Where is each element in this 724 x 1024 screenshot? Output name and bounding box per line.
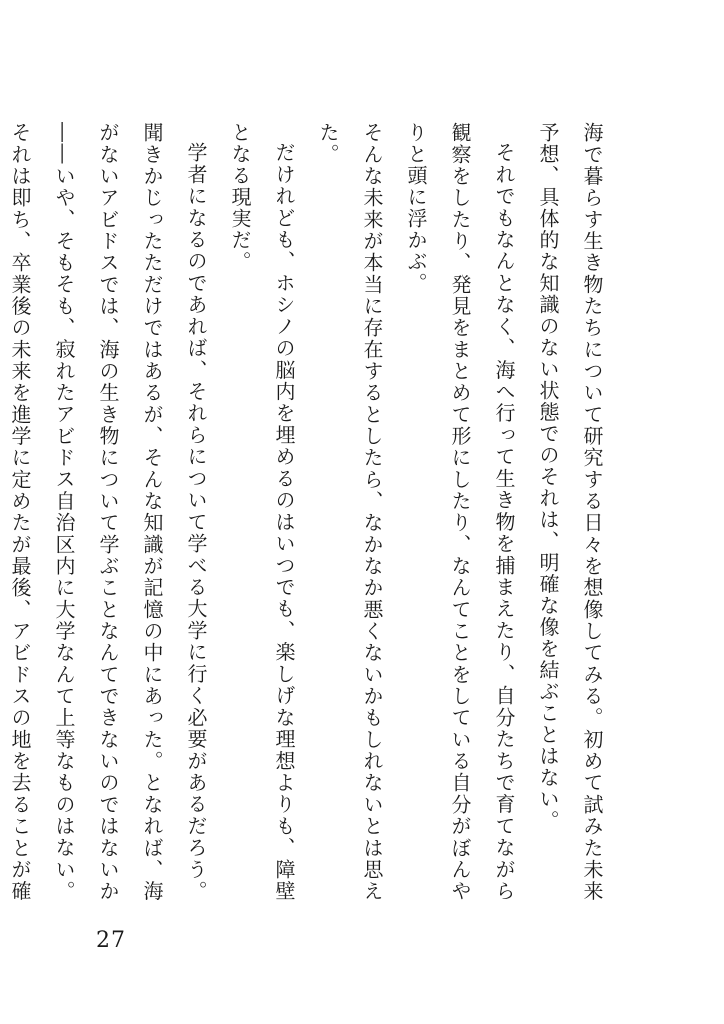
paragraph-1: 海で暮らす生き物たちについて研究する日々を想像してみる。初めて試みた未来予想、具体的な知識のない状態でのそれは、明確な像を結ぶことはない。 bbox=[536, 122, 604, 902]
paragraph-5: 学者になるのであれば、それらについて学べる大学に行く必要があるだろう。聞きかじったただけではあるが、そんな知識が記憶の中にあった。となれば、海がないアビドスでは、海の生き物について学ぶことなんてできないのではないか――いや、そもそも、寂れたアビドス自治区内に大学なんて上等なものはない。それは即ち、卒業後の未来を進学に定めたが最後、アビドスの地を去ることが確 bbox=[8, 122, 208, 902]
vertical-text-body bbox=[8, 122, 614, 902]
paragraph-2: それでもなんとなく、海へ行って生き物を捕まえたり、自分たちで育てながら観察をしたり、発見をまとめて形にしたり、なんてことをしている自分がぼんやりと頭に浮かぶ。 bbox=[404, 122, 516, 902]
paragraph-4: だけれども、ホシノの脳内を埋めるのはいつでも、楽しげな理想よりも、障壁となる現実だ。 bbox=[228, 122, 296, 902]
page-number: 27 bbox=[96, 928, 126, 953]
paragraph-3: そんな未来が本当に存在するとしたら、なかなか悪くないかもしれないとは思えた。 bbox=[316, 122, 384, 902]
